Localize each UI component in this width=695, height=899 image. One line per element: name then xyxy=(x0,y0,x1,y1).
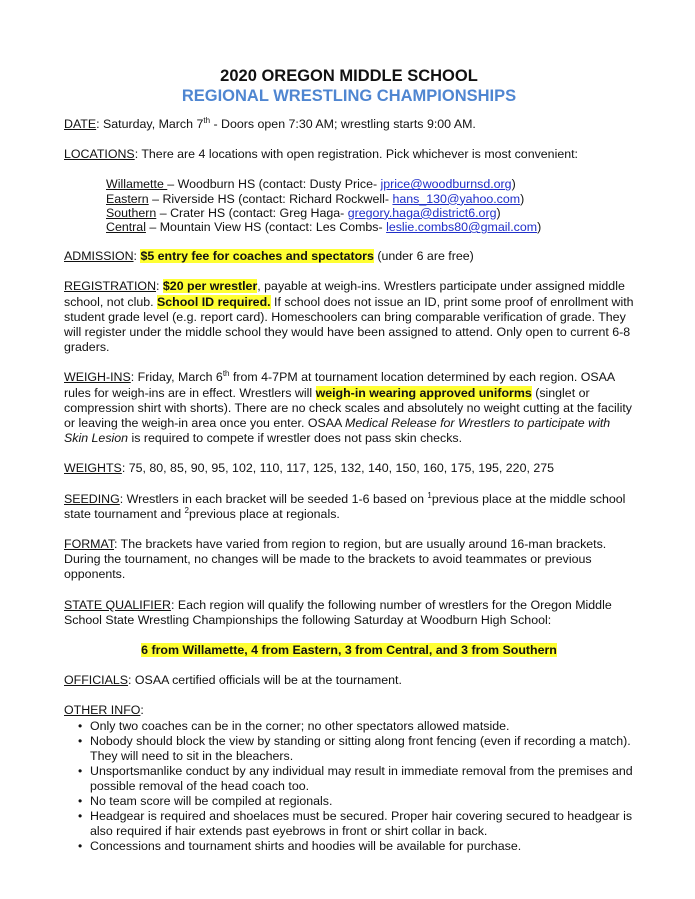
weigh-ins-label: WEIGH-INS xyxy=(64,370,131,385)
date-text-rest: - Doors open 7:30 AM; wrestling starts 9:00 AM. xyxy=(210,117,476,131)
email-link[interactable]: jprice@woodburnsd.org xyxy=(380,177,512,192)
location-region: Southern xyxy=(106,205,157,220)
date-sup: th xyxy=(203,116,211,125)
email-link[interactable]: hans_130@yahoo.com xyxy=(392,191,521,206)
school-id-highlight: School ID required. xyxy=(156,294,271,309)
paren: ) xyxy=(520,191,525,206)
document-title: 2020 OREGON MIDDLE SCHOOL xyxy=(220,67,478,85)
registration-text-rest: If school does not issue an ID, print some proof of enrollment with student grade level (e.g. report card). Homeschoolers can bring comparable verification of grade. They will register under the middle school they would have been assigned to attend. Only open to current 6-8 graders. xyxy=(64,294,634,355)
locations-section xyxy=(64,147,634,162)
seeding-section xyxy=(64,492,634,522)
officials-label: OFFICIALS xyxy=(64,673,129,688)
locations-label: LOCATIONS xyxy=(64,147,135,162)
weights-label: WEIGHTS xyxy=(64,461,122,476)
list-item: • Nobody should block the view by standing or sitting along front fencing (even if recording a match). They will need to sit in the bleachers. xyxy=(90,734,634,764)
location-school: – Woodburn HS (contact: Dusty Price- xyxy=(167,177,381,192)
paren: ) xyxy=(537,220,542,235)
sep: : xyxy=(156,279,163,294)
email-link[interactable]: gregory.haga@district6.org xyxy=(347,205,497,220)
location-school: – Crater HS (contact: Greg Haga- xyxy=(156,205,348,220)
admission-label: ADMISSION xyxy=(64,249,134,264)
date-text: : Saturday, March 7 xyxy=(96,117,204,131)
qualifier-highlight: 6 from Willamette, 4 from Eastern, 3 from Central, and 3 from Southern xyxy=(141,643,557,658)
other-info-list xyxy=(64,719,634,854)
locations-list xyxy=(64,177,634,234)
registration-text: , payable at weigh-ins. Wrestlers participate under assigned middle school, not club. xyxy=(64,279,625,309)
admission-text: (under 6 are free) xyxy=(373,249,474,264)
document-page xyxy=(64,66,634,854)
weigh-ins-sup: th xyxy=(222,369,230,379)
weigh-ins-text-4: is required to compete if wrestler does not pass skin checks. xyxy=(128,431,463,446)
list-item: • Only two coaches can be in the corner; no other spectators allowed matside. xyxy=(90,719,634,734)
date-label: DATE xyxy=(64,117,97,131)
location-school: – Mountain View HS (contact: Les Combs- xyxy=(145,220,387,235)
footnote-2: 2 xyxy=(184,505,189,515)
paren: ) xyxy=(496,205,501,220)
admission-highlight: $5 entry fee for coaches and spectators xyxy=(140,249,374,264)
list-item: • No team score will be compiled at regionals. xyxy=(90,794,634,809)
format-section xyxy=(64,537,634,583)
email-link[interactable]: leslie.combs80@gmail.com xyxy=(386,220,538,235)
registration-fee-highlight: $20 per wrestler xyxy=(162,279,258,294)
other-info-label: OTHER INFO xyxy=(64,703,141,718)
medical-release-title: Medical Release for Wrestlers to participate with Skin Lesion xyxy=(64,416,611,446)
location-item xyxy=(106,177,634,191)
footnote-1: 1 xyxy=(427,490,432,500)
format-text: : The brackets have varied from region to region, but are usually around 16-man brackets. During the tournament, no changes will be made to the brackets to avoid teammates or previous opponents. xyxy=(64,537,607,582)
sep: : xyxy=(133,249,141,264)
locations-intro: : There are 4 locations with open registration. Pick whichever is most convenient: xyxy=(134,147,578,162)
location-region: Eastern xyxy=(106,191,149,206)
colon: : xyxy=(140,703,144,718)
date-section xyxy=(64,117,634,132)
weigh-ins-text-3: (singlet or compression shirt with shorts). There are no check scales and absolutely no weight cutting at the facility or leaving the weigh-in area once you enter. OSAA xyxy=(64,385,632,431)
location-item xyxy=(106,206,634,220)
registration-label: REGISTRATION xyxy=(64,279,157,294)
weigh-ins-text-2: from 4-7PM at tournament location determined by each region. OSAA rules for weigh-ins are in effect. Wrestlers will xyxy=(64,370,615,400)
other-info-section xyxy=(64,703,634,718)
qualifier-counts xyxy=(64,643,634,658)
seeding-text: : Wrestlers in each bracket will be seeded 1-6 based on xyxy=(119,491,428,506)
seeding-text-2: previous place at the middle school state tournament and xyxy=(64,491,626,521)
list-item: • Headgear is required and shoelaces must be secured. Proper hair covering secured to headgear is also required if hair extends past eyebrows in front or shirt collar in back. xyxy=(90,809,634,839)
list-item: • Concessions and tournament shirts and hoodies will be available for purchase. xyxy=(90,839,634,854)
location-item xyxy=(106,220,634,234)
state-qualifier-text: : Each region will qualify the following number of wrestlers for the Oregon Middle School State Wrestling Championships the following Saturday at Woodburn High School: xyxy=(64,597,612,627)
uniform-highlight: weigh-in wearing approved uniforms xyxy=(315,385,532,400)
location-region: Willamette xyxy=(106,177,168,192)
location-school: – Riverside HS (contact: Richard Rockwell- xyxy=(148,191,393,206)
document-subtitle: REGIONAL WRESTLING CHAMPIONSHIPS xyxy=(181,87,517,105)
state-qualifier-section xyxy=(64,598,634,628)
list-item: • Unsportsmanlike conduct by any individual may result in immediate removal from the premises and possible removal of the head coach too. xyxy=(90,764,634,794)
format-label: FORMAT xyxy=(64,537,115,552)
officials-text: : OSAA certified officials will be at the tournament. xyxy=(128,673,402,688)
state-qualifier-label: STATE QUALIFIER xyxy=(64,597,171,612)
registration-section xyxy=(64,279,634,355)
admission-section xyxy=(64,249,634,264)
location-region: Central xyxy=(106,220,146,235)
officials-section xyxy=(64,673,634,688)
weights-section xyxy=(64,461,634,476)
weights-list: : 75, 80, 85, 90, 95, 102, 110, 117, 125, 132, 140, 150, 160, 175, 195, 220, 275 xyxy=(121,461,555,476)
weigh-ins-section xyxy=(64,370,634,446)
seeding-label: SEEDING xyxy=(64,491,120,506)
seeding-text-3: previous place at regionals. xyxy=(189,506,340,521)
weigh-ins-text: : Friday, March 6 xyxy=(130,370,223,385)
paren: ) xyxy=(511,177,516,192)
location-item xyxy=(106,192,634,206)
